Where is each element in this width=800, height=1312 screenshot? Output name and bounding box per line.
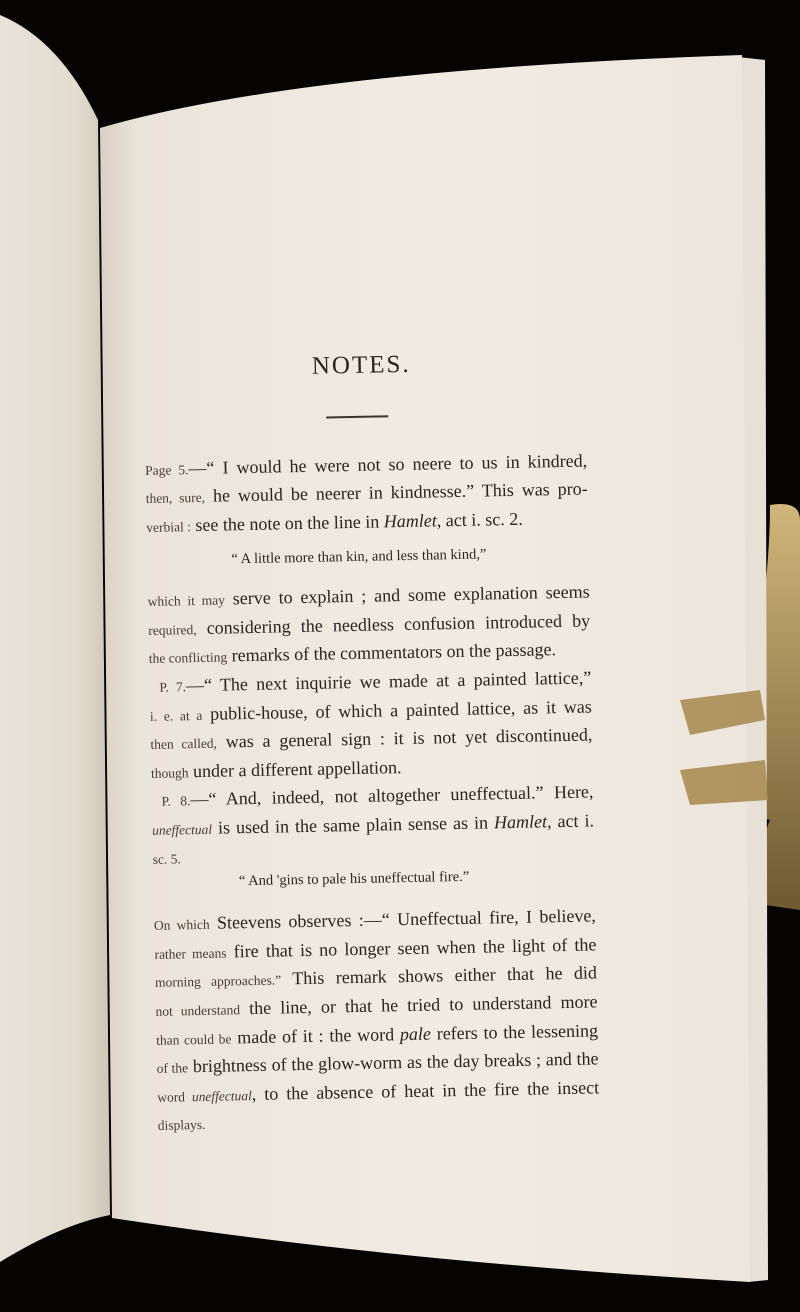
text-segment: verbial : bbox=[146, 518, 192, 535]
text-segment: is used in the same plain sense as in bbox=[211, 812, 495, 838]
text-segment: , to the absence of heat in the fire the insect bbox=[251, 1077, 600, 1104]
text-segment: Steevens observes :—“ Uneffectual fire, I believe, bbox=[209, 905, 597, 934]
text-segment: he would be neerer in kindnesse.” This was pro- bbox=[204, 478, 588, 506]
text-segment: public-house, of which a painted lattice, as it was bbox=[202, 696, 592, 724]
text-segment: not understand bbox=[155, 1002, 241, 1019]
left-page bbox=[0, 15, 110, 1262]
text-segment: —“ I would he were not so neere to us in kindred, bbox=[188, 449, 588, 478]
text-segment: On which bbox=[153, 917, 210, 934]
text-segment: This remark shows either that he did bbox=[280, 962, 598, 989]
text-segment: word bbox=[157, 1088, 192, 1105]
text-segment: P. 8. bbox=[161, 793, 191, 810]
page-title: NOTES. bbox=[311, 350, 411, 380]
text-segment: of the bbox=[156, 1060, 189, 1077]
page-text bbox=[143, 348, 600, 1140]
text-segment: the conflicting bbox=[148, 649, 228, 667]
text-segment: which it may bbox=[147, 592, 226, 610]
text-segment: P. 7. bbox=[159, 679, 187, 695]
text-segment: then called, bbox=[150, 735, 218, 753]
italic-word: uneffectual bbox=[151, 821, 213, 838]
text-segment: fire that is no longer seen when the light of the bbox=[226, 934, 597, 962]
text-segment: —“ And, indeed, not altogether uneffectual.” Here, bbox=[190, 781, 594, 810]
text-segment: morning approaches.” bbox=[154, 972, 282, 991]
text-segment: rather means bbox=[154, 945, 227, 962]
italic-word: Hamlet bbox=[383, 510, 437, 532]
notes-body bbox=[145, 447, 600, 1140]
block-quote: “ And 'gins to pale his uneffectual fire.” bbox=[238, 869, 470, 890]
text-segment: than could be bbox=[155, 1031, 232, 1048]
text-segment: sc. 5. bbox=[152, 850, 181, 867]
italic-word: pale bbox=[399, 1023, 432, 1044]
text-segment: , act i. sc. 2. bbox=[436, 508, 523, 531]
text-segment: the line, or that he tried to understand more bbox=[239, 991, 598, 1019]
text-segment: i. e. at a bbox=[149, 707, 203, 724]
note-paragraph bbox=[147, 579, 591, 673]
italic-word: Hamlet bbox=[493, 811, 548, 833]
text-segment: serve to explain ; and some explanation seems bbox=[224, 581, 590, 609]
text-segment: though bbox=[150, 765, 189, 781]
text-segment: see the note on the line in bbox=[190, 511, 384, 535]
text-segment: then, sure, bbox=[145, 489, 206, 507]
text-segment: Page 5. bbox=[145, 461, 189, 478]
text-segment: made of it : the word bbox=[231, 1023, 401, 1048]
text-segment: required, bbox=[148, 621, 197, 638]
italic-word: uneffectual bbox=[191, 1087, 252, 1104]
text-segment: under a different appellation. bbox=[188, 756, 402, 782]
text-segment: was a general sign : it is not yet discontinued, bbox=[216, 724, 593, 752]
text-segment: remarks of the commentators on the passage. bbox=[226, 639, 557, 666]
text-segment: brightness of the glow-worm as the day breaks ; and the bbox=[187, 1048, 599, 1077]
note-paragraph bbox=[151, 779, 595, 873]
text-segment: —“ The next inquirie we made at a painted lattice,” bbox=[185, 667, 592, 696]
note-paragraph bbox=[154, 903, 600, 1140]
note-paragraph bbox=[149, 665, 593, 788]
text-segment: , act i. bbox=[546, 810, 595, 832]
title-rule bbox=[326, 415, 388, 418]
note-paragraph bbox=[145, 447, 589, 541]
text-segment: displays. bbox=[157, 1117, 206, 1134]
text-segment: considering the needless confusion introduced by bbox=[196, 610, 591, 638]
text-segment: refers to the lessening bbox=[430, 1019, 599, 1044]
block-quote: “ A little more than kin, and less than kind,” bbox=[231, 546, 487, 568]
